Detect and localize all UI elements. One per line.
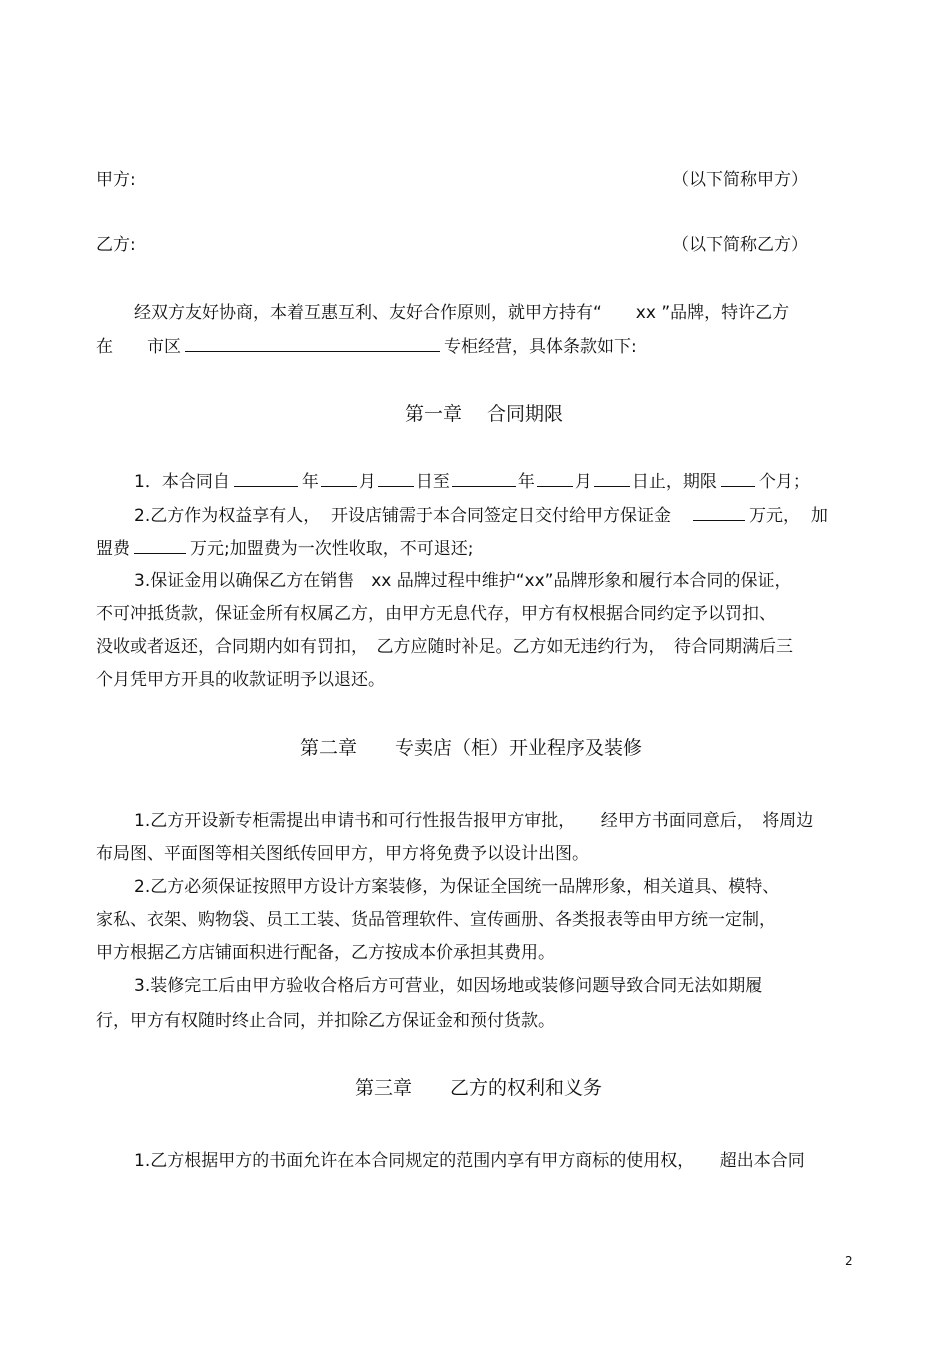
year-blank bbox=[452, 470, 516, 487]
chapter-2-clause-2-line-3: 甲方根据乙方店铺面积进行配备，乙方按成本价承担其费用。 bbox=[96, 943, 555, 963]
clause-text: 万元;加盟费为一次性收取，不可退还; bbox=[190, 539, 474, 559]
month-blank bbox=[321, 470, 357, 487]
chapter-1-clause-3-line-3: 没收或者返还，合同期内如有罚扣， 乙方应随时补足。乙方如无违约行为， 待合同期满后三 bbox=[96, 637, 793, 657]
chapter-2-title: 第二章 专卖店（柜）开业程序及装修 bbox=[300, 737, 643, 759]
intro-line-1: 经双方友好协商，本着互惠互利、友好合作原则，就甲方持有“ xx ”品牌，特许乙方 bbox=[134, 303, 790, 323]
clause-text: 1．本合同自 bbox=[134, 472, 230, 492]
year-blank bbox=[234, 470, 298, 487]
chapter-2-clause-3-line-2: 行，甲方有权随时终止合同，并扣除乙方保证金和预付货款。 bbox=[96, 1011, 555, 1031]
clause-text: 2.乙方作为权益享有人， 开设店铺需于本合同签定日交付给甲方保证金 bbox=[134, 506, 672, 526]
day-blank bbox=[594, 470, 630, 487]
clause-text: 年 bbox=[517, 472, 535, 492]
chapter-3-title: 第三章 乙方的权利和义务 bbox=[355, 1077, 603, 1099]
clause-text: 盟费 bbox=[96, 539, 130, 559]
chapter-1-clause-3-line-4: 个月凭甲方开具的收款证明予以退还。 bbox=[96, 670, 385, 690]
chapter-1-clause-2-line-2 bbox=[96, 537, 473, 560]
clause-text: 月 bbox=[574, 472, 592, 492]
chapter-1-title: 第一章 合同期限 bbox=[405, 403, 564, 425]
chapter-2-clause-1-line-2: 布局图、平面图等相关图纸传回甲方，甲方将免费予以设计出图。 bbox=[96, 844, 589, 864]
clause-text: 年 bbox=[301, 472, 319, 492]
chapter-1-clause-1 bbox=[134, 470, 810, 493]
city-blank bbox=[185, 335, 440, 352]
party-b-note: （以下简称乙方） bbox=[672, 235, 808, 255]
party-a-label: 甲方: bbox=[96, 170, 136, 190]
fee-blank bbox=[134, 537, 186, 554]
clause-text: 个月； bbox=[758, 472, 810, 492]
deposit-blank bbox=[693, 504, 745, 521]
party-a-note: （以下简称甲方） bbox=[672, 170, 808, 190]
chapter-2-clause-2-line-2: 家私、衣架、购物袋、员工工装、货品管理软件、宣传画册、各类报表等由甲方统一定制， bbox=[96, 910, 776, 930]
chapter-1-clause-3-line-2: 不可冲抵货款，保证金所有权属乙方，由甲方无息代存，甲方有权根据合同约定予以罚扣、 bbox=[96, 604, 776, 624]
clause-text: 日至 bbox=[415, 472, 450, 492]
intro-line-2-end: 专柜经营，具体条款如下: bbox=[444, 337, 637, 357]
chapter-2-clause-3-line-1: 3.装修完工后由甲方验收合格后方可营业，如因场地或装修问题导致合同无法如期履 bbox=[134, 976, 763, 996]
chapter-2-clause-1-line-1: 1.乙方开设新专柜需提出申请书和可行性报告报甲方审批， 经甲方书面同意后， 将周边 bbox=[134, 811, 814, 831]
clause-text: 日止，期限 bbox=[631, 472, 717, 492]
page-number: 2 bbox=[845, 1254, 853, 1268]
chapter-2-clause-2-line-1: 2.乙方必须保证按照甲方设计方案装修，为保证全国统一品牌形象，相关道具、模特、 bbox=[134, 877, 780, 897]
party-b-label: 乙方: bbox=[96, 235, 136, 255]
month-blank bbox=[537, 470, 573, 487]
chapter-1-clause-2-line-1 bbox=[134, 504, 828, 527]
intro-line-2 bbox=[96, 335, 637, 358]
chapter-1-clause-3-line-1: 3.保证金用以确保乙方在销售 xx 品牌过程中维护“xx”品牌形象和履行本合同的保证， bbox=[134, 571, 792, 591]
chapter-3-clause-1-line-1: 1.乙方根据甲方的书面允许在本合同规定的范围内享有甲方商标的使用权， 超出本合同 bbox=[134, 1151, 805, 1171]
months-blank bbox=[721, 470, 755, 487]
intro-line-2-start: 在 市区 bbox=[96, 337, 181, 357]
clause-text: 月 bbox=[358, 472, 376, 492]
day-blank bbox=[378, 470, 414, 487]
clause-text: 万元， 加 bbox=[749, 506, 828, 526]
